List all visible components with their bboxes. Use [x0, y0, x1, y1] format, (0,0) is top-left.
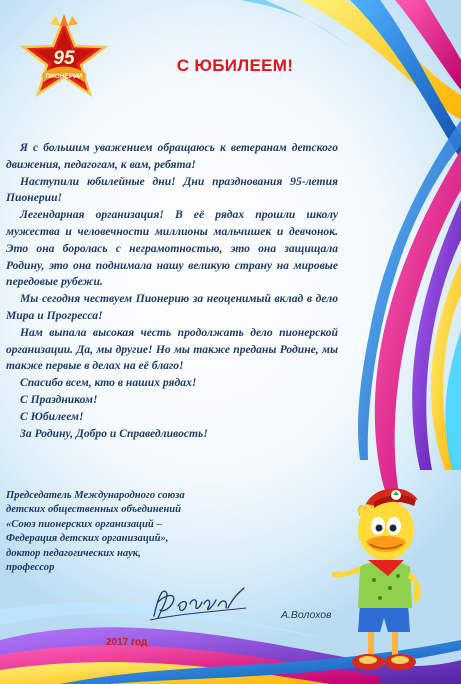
letter-paragraph: Я с большим уважением обращаюсь к ветеранам детского движения, педагогам, к вам, ребята! [6, 141, 338, 171]
letter-paragraph: Легендарная организация! В её рядах прошли школу мужества и человечности миллионы мальчишек и девчонок. Это она боролась с неграмотностью, это она защищала Родину, это она поднимала нашу великую страну на мировые передовые рубежи. [6, 208, 338, 289]
letter-paragraph: Нам выпала высокая честь продолжать дело пионерской организации. Да, мы другие! Но мы также преданы Родине, мы также первые в делах на её благо! [6, 325, 338, 373]
signatory-line: Федерация детских организаций», [6, 533, 169, 545]
letter-paragraph: За Родину, Добро и Справедливость! [20, 426, 208, 440]
signatory-line: профессор [6, 562, 55, 574]
duckling-mascot-icon [330, 476, 440, 676]
signer-name: А.Волохов [281, 609, 332, 621]
letter-paragraph: Мы сегодня чествуем Пионерию за неоценимый вклад в дело Мира и Прогресса! [6, 292, 338, 322]
letter-paragraph: С Юбилеем! [20, 409, 84, 423]
letter-year: 2017 год [106, 637, 148, 648]
signatory-line: доктор педагогических наук, [6, 547, 141, 559]
signatory-title [6, 489, 236, 575]
letter-paragraph: С Праздником! [20, 392, 98, 406]
letter-paragraph: Наступили юбилейные дни! Дни празднования 95-летия Пионерии! [6, 174, 338, 205]
signatory-line: Председатель Международного союза [6, 490, 185, 501]
badge-number: 95 [53, 48, 75, 69]
pioneer-star-badge-icon [20, 14, 108, 102]
letter-paragraph: Спасибо всем, кто в наших рядах! [20, 376, 197, 390]
signatory-line: «Союз пионерских организаций – [6, 518, 162, 530]
signatory-line: детских общественных объединений [6, 504, 181, 516]
badge-word: ПИОНЕРИИ [45, 73, 83, 80]
page-title: С ЮБИЛЕЕМ! [176, 56, 294, 75]
handwritten-signature-icon [148, 578, 248, 624]
letter-body [6, 140, 338, 442]
